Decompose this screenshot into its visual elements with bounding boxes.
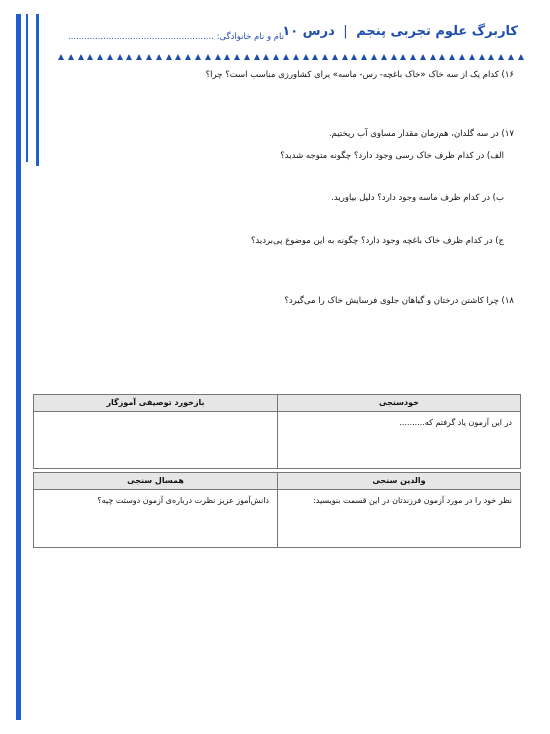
left-border-bar-2 (26, 14, 28, 162)
question-17: ۱۷) در سه گلدان، هم‌زمان مقدار مساوی آب ریختیم. (328, 129, 514, 139)
teacher-feedback-field[interactable] (34, 412, 278, 469)
question-17-b: ب) در کدام ظرف ماسه وجود دارد؟ دلیل بیاورید. (331, 193, 504, 203)
parent-assessment-field[interactable]: نظر خود را در مورد آزمون فرزندتان در این قسمت بنویسید: (278, 490, 521, 548)
name-field[interactable] (68, 32, 284, 42)
self-assessment-header: خودسنجی (278, 395, 521, 412)
evaluation-table-parent-peer (33, 472, 521, 548)
peer-assessment-field[interactable]: دانش‌آموز عزیز نظرت درباره‌ی آزمون دوستت چیه؟ (34, 490, 278, 548)
left-border-bar-3 (36, 14, 39, 166)
teacher-feedback-header: بازخورد توصیفی آموزگار (34, 395, 278, 412)
page-title (282, 24, 518, 39)
title-separator: | (343, 24, 348, 39)
question-17-c: ج) در کدام ظرف خاک باغچه وجود دارد؟ چگونه به این موضوع پی‌بردید؟ (250, 236, 504, 246)
question-17-a: الف) در کدام ظرف خاک رسی وجود دارد؟ چگونه متوجه شدید؟ (280, 151, 504, 161)
name-field-dots: ...................................................... (68, 32, 214, 42)
question-16: ۱۶) کدام یک از سه خاک «خاک باغچه- رس- ماسه» برای کشاورزی مناسب است؟ چرا؟ (205, 70, 514, 80)
left-border-bar-1 (16, 14, 21, 720)
parent-assessment-header: والدین سنجی (278, 473, 521, 490)
question-18: ۱۸) چرا کاشتن درختان و گیاهان جلوی فرسایش خاک را می‌گیرد؟ (284, 296, 514, 306)
triangle-divider (58, 54, 524, 60)
self-assessment-field[interactable]: در این آزمون یاد گرفتم که.......... (278, 412, 521, 469)
evaluation-table-self (33, 394, 521, 469)
title-main: کاربرگ علوم تجربی پنجم (356, 24, 518, 39)
peer-assessment-header: همسال سنجی (34, 473, 278, 490)
name-field-label: نام و نام خانوادگی: (216, 32, 284, 42)
title-lesson: درس ۱۰ (282, 24, 335, 39)
